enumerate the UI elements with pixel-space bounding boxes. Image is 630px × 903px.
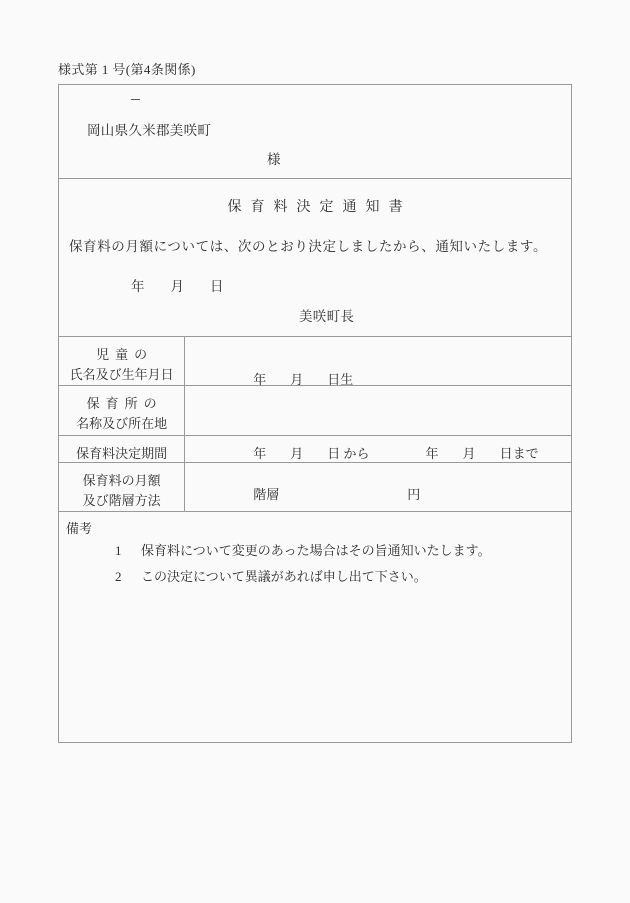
remarks-title: 備考 [66,520,93,536]
remarks-item-number: 2 [115,568,122,584]
addressee-honorific: 様 [267,152,281,167]
remarks-item-text: 保育料について変更のあった場合はその旨通知いたします。 [141,542,491,558]
child-label-line1: 児童の [96,347,154,362]
fee-currency-label: 円 [407,486,421,502]
document-title: 保育料決定通知書 [227,200,412,215]
issue-date-year: 年 [131,279,145,294]
value-cell-fee [185,462,572,511]
child-dob-month: 月 [290,372,304,387]
period-from-year: 年 [253,445,267,461]
notice-cell [59,179,572,337]
label-cell-period [59,435,185,462]
addressee-row [59,85,572,179]
remarks-cell [59,511,572,742]
period-to-month: 月 [462,445,476,461]
value-cell-child-name [185,337,572,386]
table-row-nursery [59,386,572,435]
notice-statement: 保育料の月額については、次のとおり決定しましたから、通知いたします。 [69,239,548,254]
fee-label-line1: 保育料の月額 [82,472,161,488]
remarks-item [115,538,491,564]
table-row-child-name [59,337,572,386]
label-cell-fee [59,462,185,511]
fee-label-line2: 及び階層方法 [82,492,161,508]
dash-placeholder-icon [131,99,140,100]
child-label-line2: 氏名及び生年月日 [69,367,174,383]
child-dob-day: 日生 [327,372,354,387]
issue-date-day: 日 [210,279,224,294]
table-row-fee [59,462,572,511]
issuer-name: 美咲町長 [299,309,355,324]
label-cell-nursery [59,386,185,435]
child-birthdate-placeholder [253,369,353,388]
period-label: 保育料決定期間 [76,445,168,461]
period-from-day: 日 から [327,445,370,461]
period-from-month: 月 [290,445,304,461]
notice-row [59,179,572,337]
period-placeholder [253,443,538,462]
nursery-label-line1: 保育所の [86,396,163,412]
addressee-cell [59,85,572,179]
form-number-label: 様式第 1 号(第4条関係) [58,62,196,77]
fee-placeholder [253,484,420,503]
remarks-item-number: 1 [115,542,122,558]
child-dob-year: 年 [253,372,267,387]
table-row-period [59,435,572,462]
label-cell-child-name [59,337,185,386]
issue-date-month: 月 [170,279,184,294]
nursery-label-line2: 名称及び所在地 [76,416,168,432]
issue-date-line [131,275,224,295]
remarks-item [115,564,491,590]
value-cell-nursery [185,386,572,435]
notification-form-table [58,84,572,743]
period-to-day: 日まで [499,445,539,461]
addressee-address: 岡山県久米郡美咲町 [87,123,212,138]
remarks-row [59,511,572,742]
fee-tier-label: 階層 [253,486,280,502]
remarks-item-text: この決定について異議があれば申し出て下さい。 [141,568,427,584]
value-cell-period [185,435,572,462]
remarks-list [115,538,491,590]
period-to-year: 年 [425,445,439,461]
